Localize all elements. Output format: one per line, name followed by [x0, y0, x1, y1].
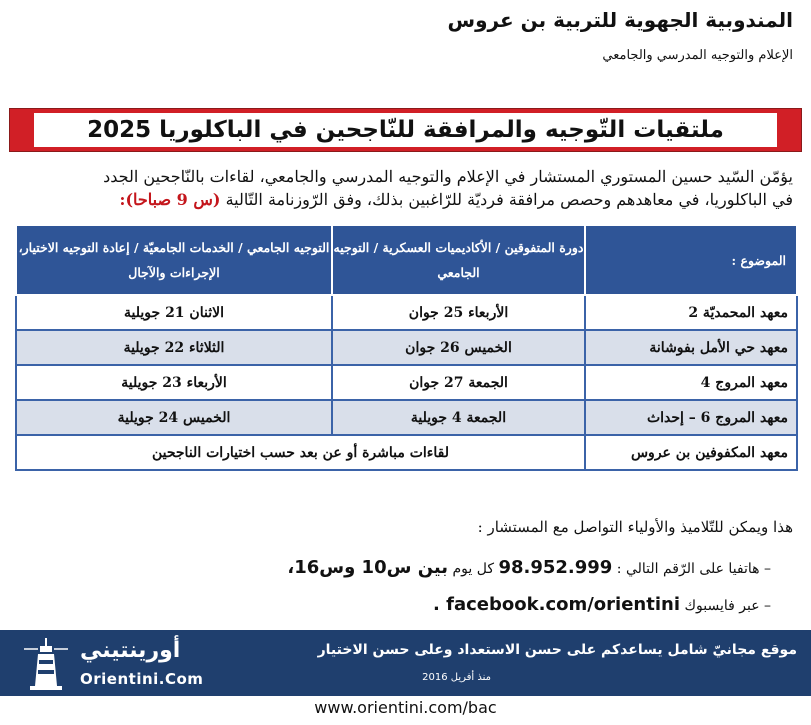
contact-facebook [0, 594, 771, 615]
row-institute: معهد المروج 6 – إحداث [585, 400, 797, 435]
table-row [16, 435, 797, 470]
row-institute: معهد المروج 4 [585, 365, 797, 400]
table-row [16, 365, 797, 400]
row-institute: معهد المكفوفين بن عروس [585, 435, 797, 470]
row-col1: الجمعة 4 جويلية [332, 400, 585, 435]
intro-line-1: يؤمّن السّيد حسين المستوري المستشار في الإعلام والتوجيه المدرسي والجامعي، لقاءات بالنّاجحين الجدد [103, 167, 793, 186]
row-col2: الأربعاء 23 جويلية [16, 365, 332, 400]
footer-since: منذ أفريل 2016 [422, 672, 491, 683]
phone-hours: بين س10 وس16، [287, 557, 449, 578]
row-col1: الخميس 26 جوان [332, 330, 585, 365]
intro-line-2 [13, 190, 793, 209]
row-col2: الثلاثاء 22 جويلية [16, 330, 332, 365]
phone-suffix: كل يوم [452, 561, 494, 577]
title-banner-inner [34, 113, 777, 147]
facebook-prefix: – عبر فايسبوك [684, 598, 771, 614]
phone-prefix: – هاتفيا على الرّقم التالي : [616, 561, 771, 577]
title-banner [9, 108, 802, 152]
org-subtitle: الإعلام والتوجيه المدرسي والجامعي [602, 48, 793, 63]
lighthouse-icon [20, 636, 72, 692]
table-header-row [16, 225, 797, 295]
footer-tagline: موقع مجانيّ شامل يساعدكم على حسن الاستعداد وعلى حسن الاختيار [317, 642, 797, 658]
row-col1: الجمعة 27 جوان [332, 365, 585, 400]
schedule-table [15, 224, 798, 471]
table-row [16, 295, 797, 330]
row-institute: معهد حي الأمل بفوشانة [585, 330, 797, 365]
org-title: المندوبية الجهوية للتربية بن عروس [447, 8, 793, 32]
logo-text-ar: أورينتيني [80, 638, 181, 663]
orientini-logo[interactable] [20, 636, 260, 692]
row-col2: الاثنان 21 جويلية [16, 295, 332, 330]
phone-number: 98.952.999 [498, 557, 613, 578]
document-title: ملتقيات التّوجيه والمرافقة للنّاجحين في الباكلوريا 2025 [87, 117, 724, 143]
intro-line-2-text: في الباكلوريا، في معاهدهم وحصص مرافقة فرديّة للرّاغبين بذلك، وفق الرّوزنامة التّالية [225, 190, 793, 209]
row-merged: لقاءات مباشرة أو عن بعد حسب اختيارات الناجحين [16, 435, 585, 470]
row-institute: معهد المحمديّة 2 [585, 295, 797, 330]
footer-band [0, 630, 811, 696]
website-url[interactable]: www.orientini.com/bac [314, 698, 497, 717]
header-subject: الموضوع : [585, 225, 797, 295]
intro-time: (س 9 صباحا): [119, 190, 221, 209]
contact-intro: هذا ويمكن للتّلاميذ والأولياء التواصل مع المستشار : [477, 518, 793, 536]
row-col2: الخميس 24 جويلية [16, 400, 332, 435]
contact-phone [0, 557, 771, 578]
row-col1: الأربعاء 25 جوان [332, 295, 585, 330]
header-col1: دورة المتفوقين / الأكاديميات العسكرية / التوجيه الجامعي [332, 225, 585, 295]
table-row [16, 330, 797, 365]
header-col2: التوجيه الجامعي / الخدمات الجامعيّة / إعادة التوجيه الاختيار، الإجراءات والآجال [16, 225, 332, 295]
logo-text-en: Orientini.Com [80, 670, 204, 688]
table-row [16, 400, 797, 435]
facebook-link[interactable]: facebook.com/orientini . [433, 594, 680, 615]
